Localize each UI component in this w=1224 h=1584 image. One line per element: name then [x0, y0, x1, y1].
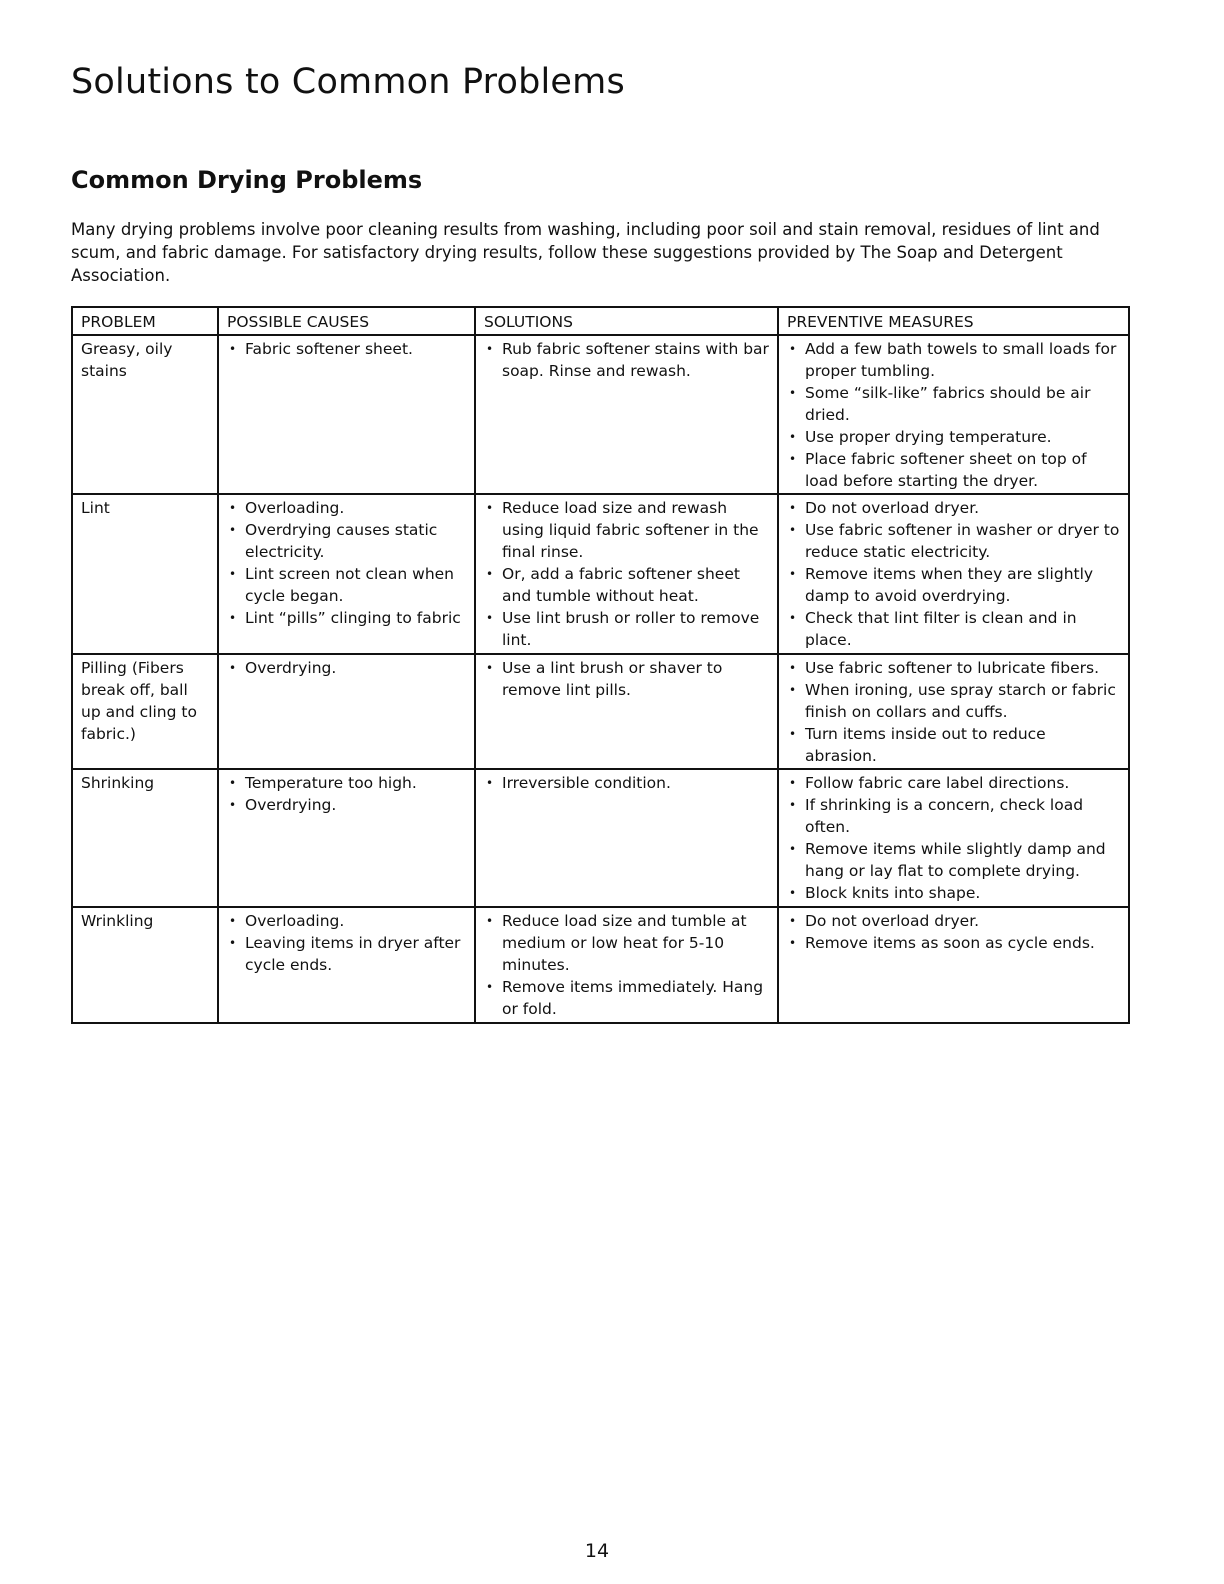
measures-cell — [778, 335, 1129, 494]
list-item: • Irreversible condition. — [484, 772, 771, 794]
list-item: • Overloading. — [227, 910, 468, 932]
drying-problems-table — [71, 306, 1130, 1024]
list-item: • Reduce load size and tumble at medium or low heat for 5-10 minutes. — [484, 910, 771, 976]
causes-cell — [218, 494, 475, 654]
problem-cell: Shrinking — [72, 769, 218, 907]
table-row — [72, 494, 1129, 654]
list-item: • Overdrying. — [227, 657, 468, 679]
list-item: • Lint “pills” clinging to fabric — [227, 607, 468, 629]
table-row — [72, 654, 1129, 769]
list-item: • Reduce load size and rewash using liquid fabric softener in the final rinse. — [484, 497, 771, 563]
list-item: • Fabric softener sheet. — [227, 338, 468, 360]
list-item: • Block knits into shape. — [787, 882, 1122, 904]
list-item: • Turn items inside out to reduce abrasion. — [787, 723, 1122, 767]
table-row — [72, 907, 1129, 1023]
list-item: • Some “silk-like” fabrics should be air dried. — [787, 382, 1122, 426]
list-item: • Add a few bath towels to small loads for proper tumbling. — [787, 338, 1122, 382]
column-header-preventive-measures: PREVENTIVE MEASURES — [778, 307, 1129, 335]
solutions-cell — [475, 335, 778, 494]
problem-cell: Wrinkling — [72, 907, 218, 1023]
problem-cell: Lint — [72, 494, 218, 654]
list-item: • Overdrying. — [227, 794, 468, 816]
list-item: • Remove items while slightly damp and hang or lay flat to complete drying. — [787, 838, 1122, 882]
table-row — [72, 769, 1129, 907]
page-title: Solutions to Common Problems — [71, 62, 625, 102]
list-item: • When ironing, use spray starch or fabric finish on collars and cuffs. — [787, 679, 1122, 723]
section-title: Common Drying Problems — [71, 166, 423, 194]
list-item: • Use a lint brush or shaver to remove lint pills. — [484, 657, 771, 701]
list-item: • Follow fabric care label directions. — [787, 772, 1122, 794]
list-item: • Do not overload dryer. — [787, 497, 1122, 519]
list-item: • If shrinking is a concern, check load often. — [787, 794, 1122, 838]
list-item: • Overdrying causes static electricity. — [227, 519, 468, 563]
table-row — [72, 335, 1129, 494]
causes-cell — [218, 769, 475, 907]
measures-cell — [778, 769, 1129, 907]
causes-cell — [218, 907, 475, 1023]
list-item: • Remove items when they are slightly damp to avoid overdrying. — [787, 563, 1122, 607]
list-item: • Temperature too high. — [227, 772, 468, 794]
list-item: • Use lint brush or roller to remove lint. — [484, 607, 771, 651]
list-item: • Rub fabric softener stains with bar soap. Rinse and rewash. — [484, 338, 771, 382]
solutions-cell — [475, 907, 778, 1023]
intro-paragraph: Many drying problems involve poor cleaning results from washing, including poor soil and stain removal, residues of lint and scum, and fabric damage. For satisfactory drying results, follow these suggestions provided by The Soap and Detergent Association. — [71, 220, 1100, 285]
list-item: • Remove items immediately. Hang or fold. — [484, 976, 771, 1020]
list-item: • Place fabric softener sheet on top of load before starting the dryer. — [787, 448, 1122, 492]
problem-cell: Pilling (Fibers break off, ball up and cling to fabric.) — [72, 654, 218, 769]
list-item: • Use fabric softener to lubricate fibers. — [787, 657, 1122, 679]
causes-cell — [218, 335, 475, 494]
measures-cell — [778, 494, 1129, 654]
column-header-problem: PROBLEM — [72, 307, 218, 335]
solutions-cell — [475, 654, 778, 769]
page-number: 14 — [584, 1540, 610, 1562]
list-item: • Do not overload dryer. — [787, 910, 1122, 932]
list-item: • Use proper drying temperature. — [787, 426, 1122, 448]
list-item: • Or, add a fabric softener sheet and tumble without heat. — [484, 563, 771, 607]
column-header-solutions: SOLUTIONS — [475, 307, 778, 335]
list-item: • Lint screen not clean when cycle began. — [227, 563, 468, 607]
column-header-possible-causes: POSSIBLE CAUSES — [218, 307, 475, 335]
list-item: • Overloading. — [227, 497, 468, 519]
problem-cell: Greasy, oily stains — [72, 335, 218, 494]
measures-cell — [778, 907, 1129, 1023]
causes-cell — [218, 654, 475, 769]
table-header-row — [72, 307, 1129, 335]
list-item: • Use fabric softener in washer or dryer to reduce static electricity. — [787, 519, 1122, 563]
measures-cell — [778, 654, 1129, 769]
solutions-cell — [475, 494, 778, 654]
list-item: • Check that lint filter is clean and in place. — [787, 607, 1122, 651]
solutions-cell — [475, 769, 778, 907]
list-item: • Remove items as soon as cycle ends. — [787, 932, 1122, 954]
list-item: • Leaving items in dryer after cycle ends. — [227, 932, 468, 976]
